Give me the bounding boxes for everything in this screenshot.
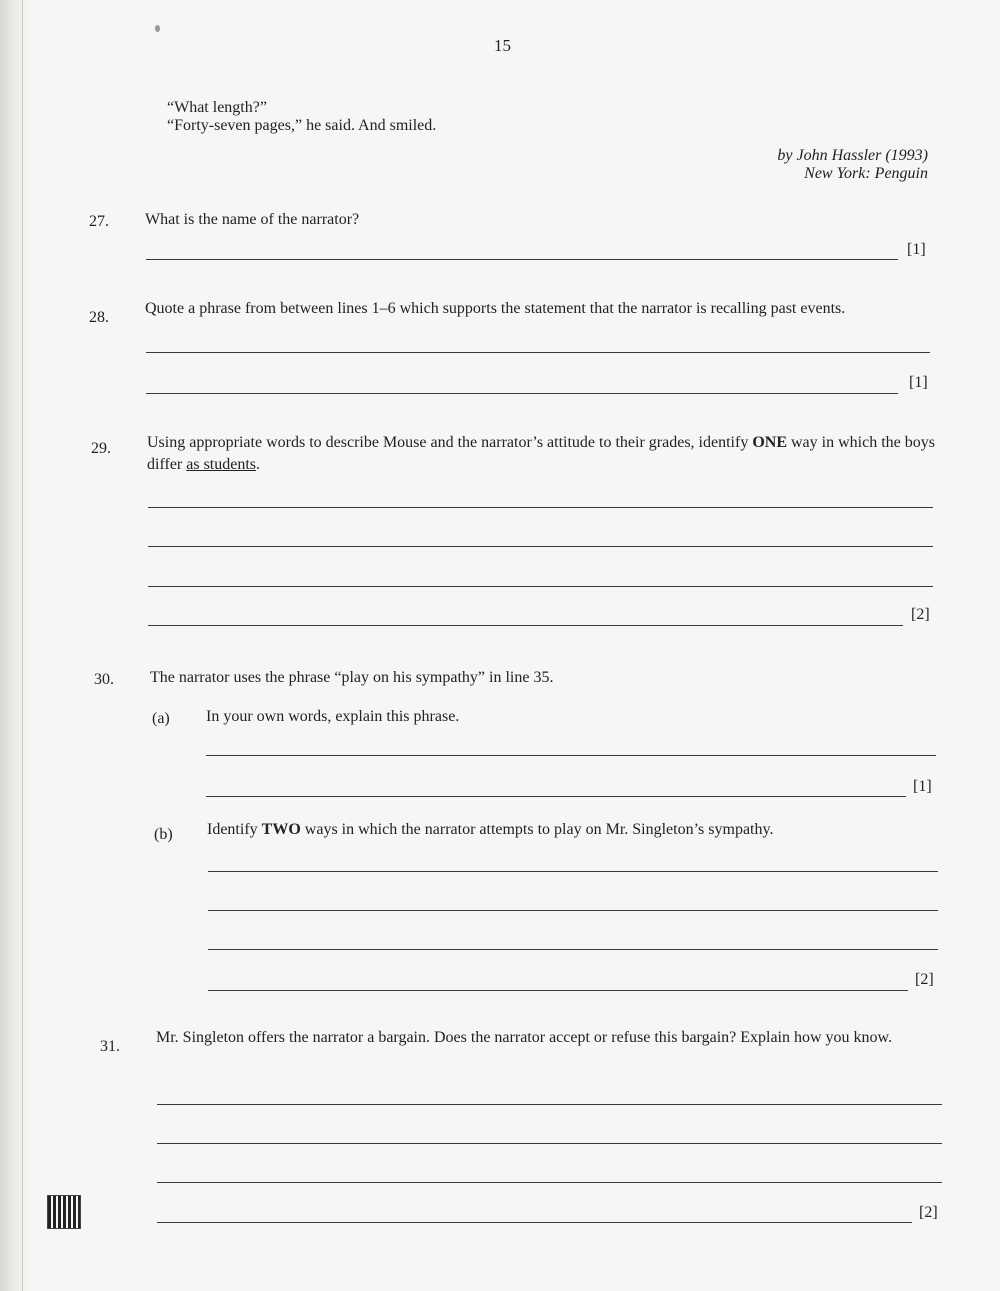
citation-publisher: New York: Penguin xyxy=(804,165,928,182)
answer-line[interactable] xyxy=(208,990,908,991)
question-31-marks: [2] xyxy=(919,1204,938,1221)
question-30b-emphasis: TWO xyxy=(261,821,301,838)
question-29-marks: [2] xyxy=(911,606,930,623)
question-27-marks: [1] xyxy=(907,241,926,258)
answer-line[interactable] xyxy=(148,507,933,508)
scan-speck xyxy=(155,25,160,32)
question-29-emphasis: ONE xyxy=(752,434,787,451)
answer-line[interactable] xyxy=(208,871,938,872)
answer-line[interactable] xyxy=(146,259,898,260)
question-29-text-part-2: way in which the boys differ xyxy=(147,434,935,473)
answer-line[interactable] xyxy=(148,586,933,587)
question-29-text-part-3: . xyxy=(256,456,261,473)
question-30a-text: In your own words, explain this phrase. xyxy=(206,708,460,725)
binding-shadow xyxy=(0,0,30,1291)
binding-edge xyxy=(22,0,23,1291)
question-30-text: The narrator uses the phrase “play on his sympathy” in line 35. xyxy=(150,669,554,686)
question-29-text xyxy=(147,432,937,476)
answer-line[interactable] xyxy=(157,1222,912,1223)
passage-line-2: “Forty-seven pages,” he said. And smiled. xyxy=(167,117,437,134)
answer-line[interactable] xyxy=(148,625,903,626)
answer-line[interactable] xyxy=(206,755,936,756)
answer-line[interactable] xyxy=(206,796,906,797)
question-30-number: 30. xyxy=(94,671,114,688)
question-30b-marks: [2] xyxy=(915,971,934,988)
question-27-number: 27. xyxy=(89,213,109,230)
answer-line[interactable] xyxy=(208,949,938,950)
question-30b-text-part-2: ways in which the narrator attempts to play on Mr. Singleton’s sympathy. xyxy=(300,821,774,838)
answer-line[interactable] xyxy=(208,910,938,911)
question-30a-label: (a) xyxy=(152,710,170,727)
question-30b-label: (b) xyxy=(154,826,173,843)
question-29-text-part-1: Using appropriate words to describe Mouse and the narrator’s attitude to their grades, identify xyxy=(147,434,753,451)
question-30b-text-part-1: Identify xyxy=(207,821,262,838)
answer-line[interactable] xyxy=(157,1104,942,1105)
answer-line[interactable] xyxy=(148,546,933,547)
qr-code-icon xyxy=(48,1196,80,1228)
question-29-underlined: as students xyxy=(186,456,257,473)
question-30b-text xyxy=(207,819,937,841)
answer-line[interactable] xyxy=(157,1143,942,1144)
question-28-marks: [1] xyxy=(909,374,928,391)
citation-author: by John Hassler (1993) xyxy=(777,147,928,164)
question-31-text: Mr. Singleton offers the narrator a bargain. Does the narrator accept or refuse this bargain? Explain how you know. xyxy=(156,1029,893,1046)
answer-line[interactable] xyxy=(157,1182,942,1183)
passage-line-1: “What length?” xyxy=(167,99,267,116)
question-28-text: Quote a phrase from between lines 1–6 which supports the statement that the narrator is recalling past events. xyxy=(145,300,846,317)
page-number: 15 xyxy=(494,36,511,55)
question-29-number: 29. xyxy=(91,440,111,457)
question-28-number: 28. xyxy=(89,309,109,326)
answer-line[interactable] xyxy=(146,393,898,394)
answer-line[interactable] xyxy=(146,352,930,353)
question-27-text: What is the name of the narrator? xyxy=(145,211,360,228)
question-30a-marks: [1] xyxy=(913,778,932,795)
question-31-number: 31. xyxy=(100,1038,120,1055)
